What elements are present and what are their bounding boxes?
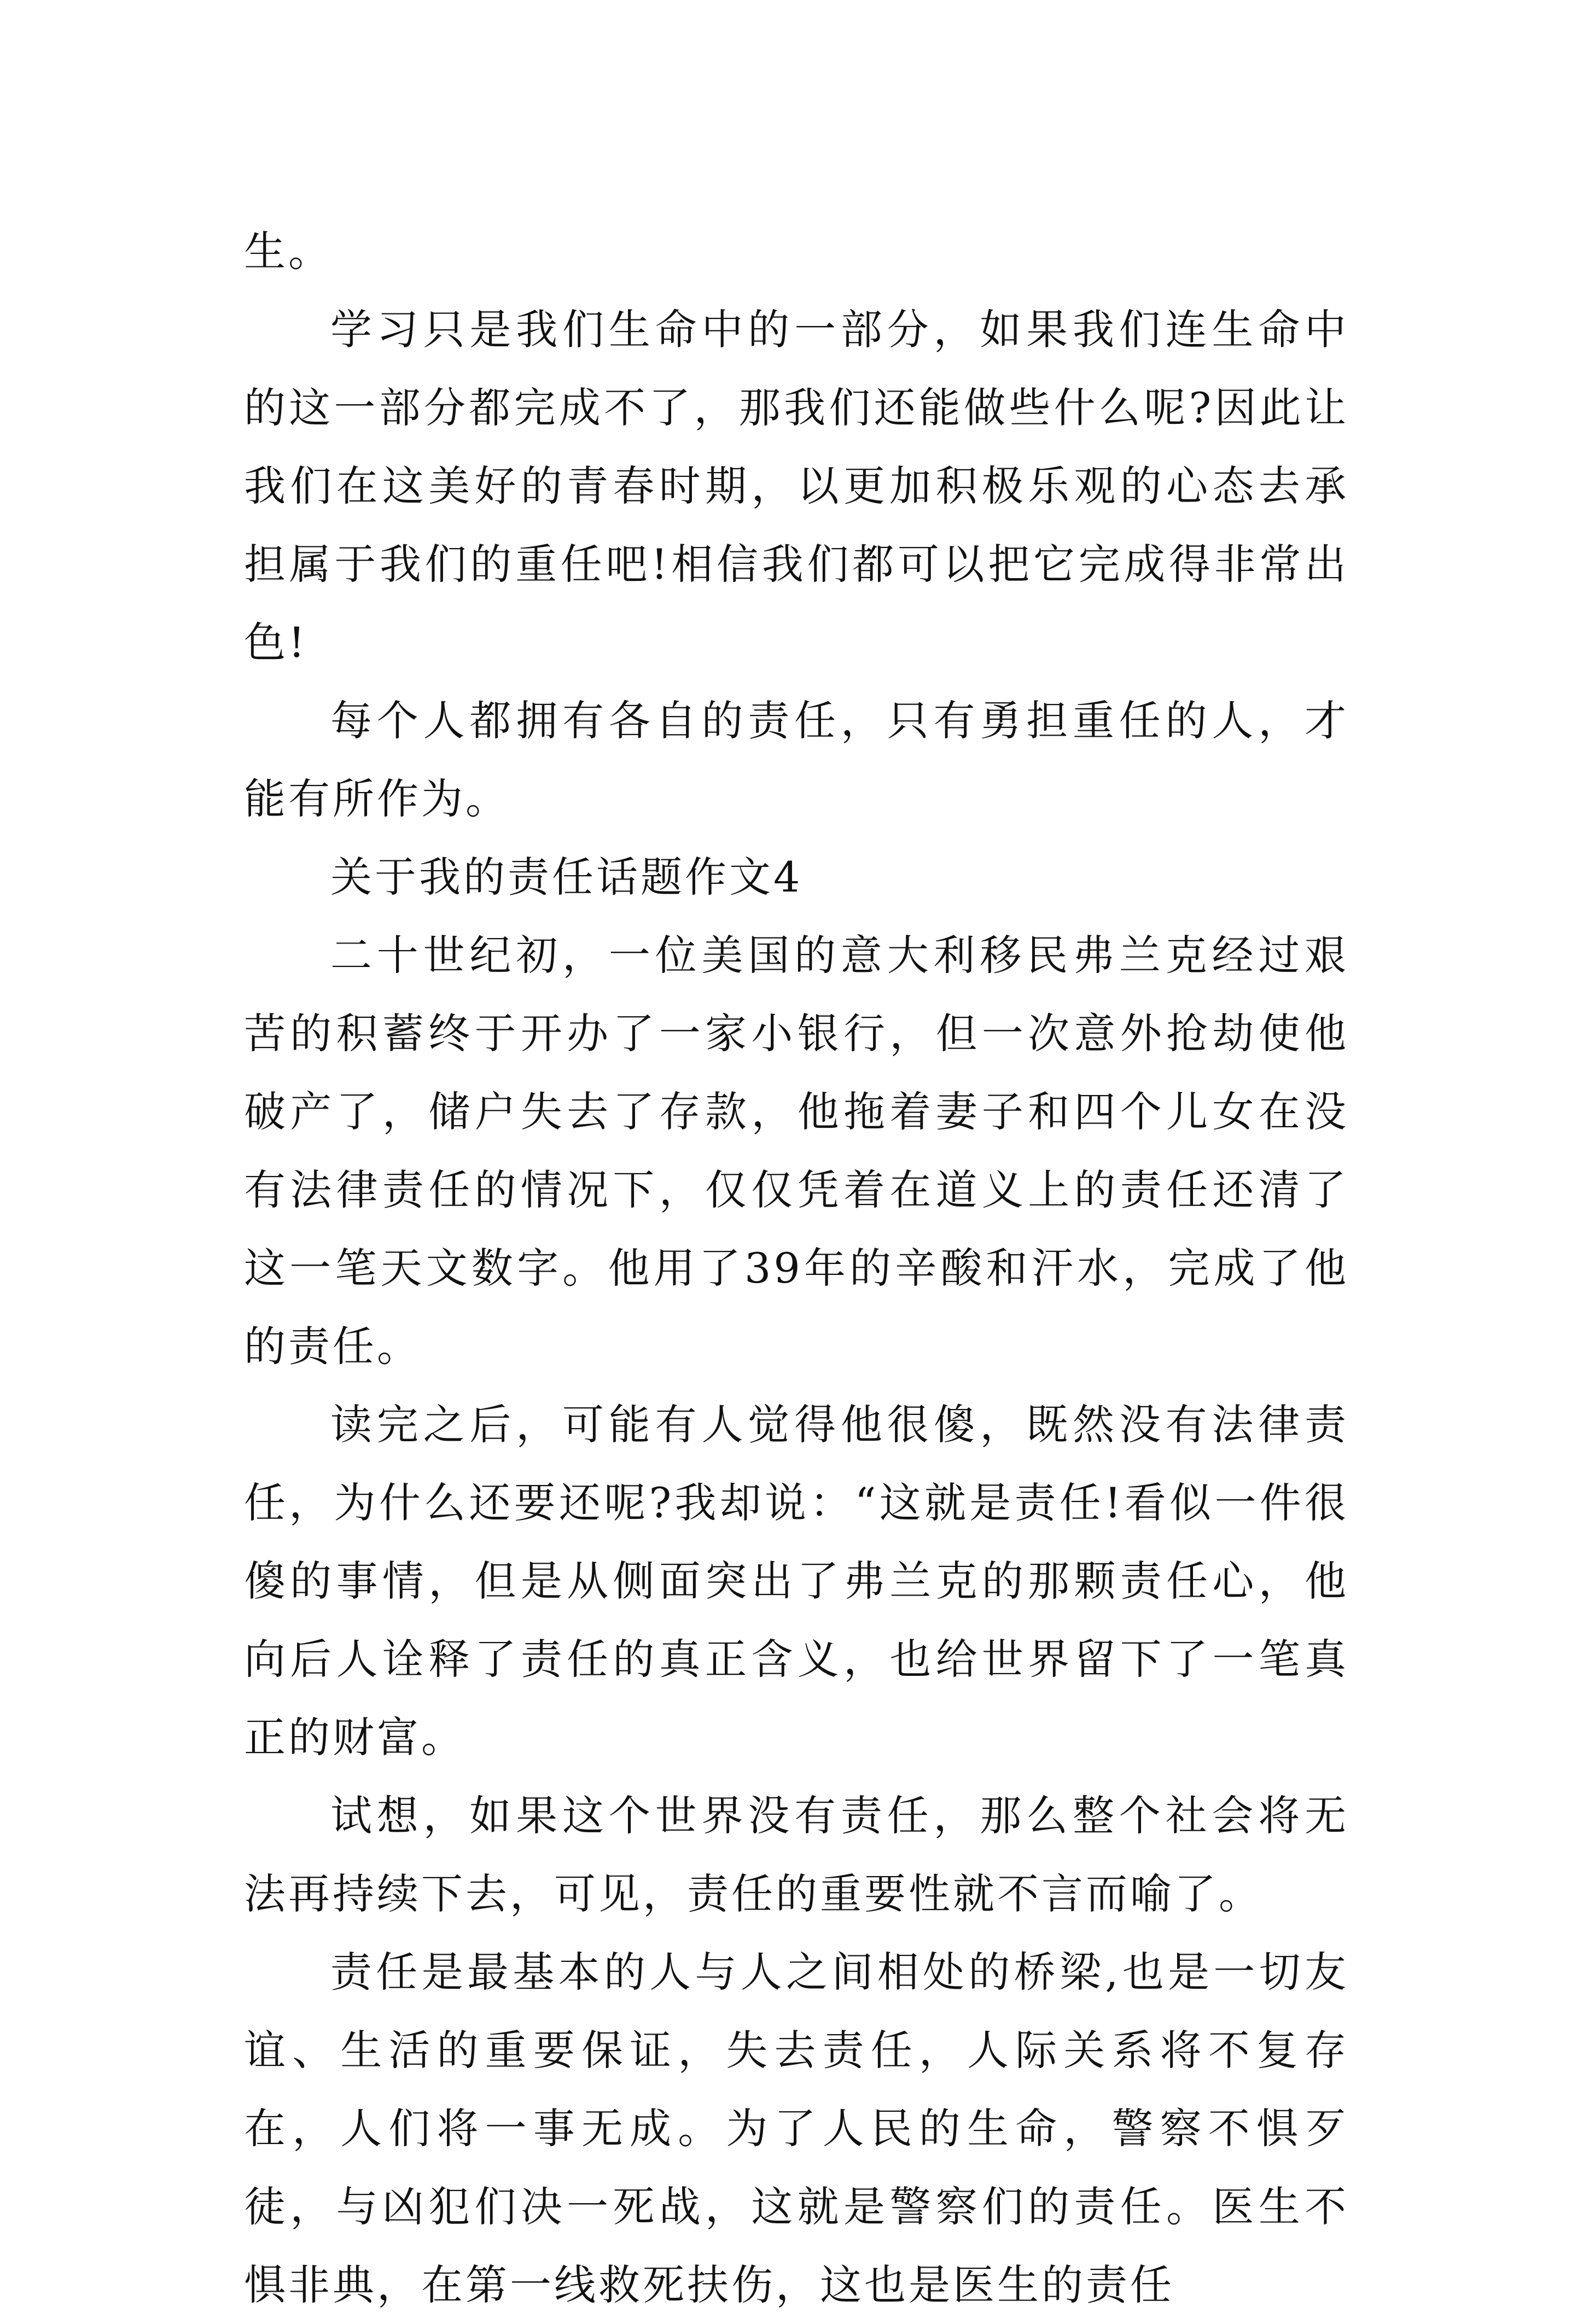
paragraph-continuation: 生。: [244, 227, 333, 276]
paragraph: 试想，如果这个世界没有责任，那么整个社会将无法再持续下去，可见，责任的重要性就不言而喻了。: [244, 1791, 1349, 1918]
paragraph: 读完之后，可能有人觉得他很傻，既然没有法律责任，为什么还要还呢?我却说：“这就是责任!看似一件很傻的事情，但是从侧面突出了弗兰克的那颗责任心，他向后人诠释了责任的真正含义，也给世界留下了一笔真正的财富。: [244, 1400, 1349, 1762]
document-body: [244, 212, 1349, 2324]
section-heading: 关于我的责任话题作文4: [330, 853, 803, 901]
paragraph: 每个人都拥有各自的责任，只有勇担重任的人，才能有所作为。: [244, 696, 1349, 823]
paragraph: 责任是最基本的人与人之间相处的桥梁,也是一切友谊、生活的重要保证，失去责任，人际关系将不复存在，人们将一事无成。为了人民的生命，警察不惧歹徒，与凶犯们决一死战，这就是警察们的责任。医生不惧非典，在第一线救死扶伤，这也是医生的责任: [244, 1948, 1349, 2309]
paragraph: 二十世纪初，一位美国的意大利移民弗兰克经过艰苦的积蓄终于开办了一家小银行，但一次意外抢劫使他破产了，储户失去了存款，他拖着妻子和四个儿女在没有法律责任的情况下，仅仅凭着在道义上的责任还清了这一笔天文数字。他用了39年的辛酸和汗水，完成了他的责任。: [244, 931, 1349, 1371]
paragraph: 学习只是我们生命中的一部分，如果我们连生命中的这一部分都完成不了，那我们还能做些什么呢?因此让我们在这美好的青春时期，以更加积极乐观的心态去承担属于我们的重任吧!相信我们都可以把它完成得非常出色!: [244, 305, 1349, 667]
